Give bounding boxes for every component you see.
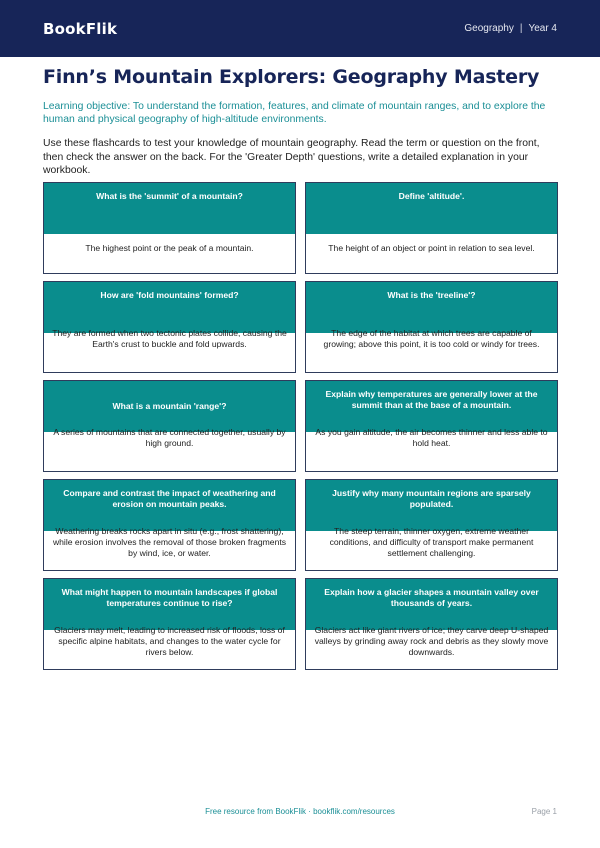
flashcard-front: Explain why temperatures are generally lower at the summit than at the base of a mountain. [306, 381, 557, 432]
flashcard-back: As you gain altitude, the air becomes thinner and less able to hold heat. [315, 427, 548, 448]
flashcard-back: The steep terrain, thinner oxygen, extreme weather conditions, and difficulty of transport make permanent settlement challenging. [329, 526, 534, 558]
flashcard[interactable] [43, 380, 296, 472]
flashcard-front: How are 'fold mountains' formed? [44, 282, 295, 333]
flashcard[interactable] [43, 479, 296, 571]
flashcard-front: What is the 'summit' of a mountain? [44, 183, 295, 234]
flashcard-back: The height of an object or point in relation to sea level. [328, 243, 535, 253]
flashcard[interactable] [305, 380, 558, 472]
flashcard-back: A series of mountains that are connected together, usually by high ground. [53, 427, 286, 448]
year-label: Year 4 [528, 23, 557, 34]
flashcard-front: What is a mountain 'range'? [44, 381, 295, 432]
flashcard-front: Justify why many mountain regions are sparsely populated. [306, 480, 557, 531]
page-number: Page 1 [531, 807, 557, 816]
flashcard-front: What might happen to mountain landscapes if global temperatures continue to rise? [44, 579, 295, 630]
page-title: Finn’s Mountain Explorers: Geography Mastery [43, 66, 540, 88]
flashcard-back: The highest point or the peak of a mountain. [85, 243, 254, 253]
flashcard-grid [43, 182, 558, 670]
flashcard-back: Glaciers act like giant rivers of ice; they carve deep U-shaped valleys by grinding away rock and debris as they slowly move downwards. [314, 625, 549, 657]
header-meta [464, 23, 557, 34]
brand-logo[interactable]: BookFlik [43, 19, 118, 38]
flashcard-front: What is the 'treeline'? [306, 282, 557, 333]
flashcard-front: Define 'altitude'. [306, 183, 557, 234]
flashcard-back: The edge of the habitat at which trees are capable of growing; above this point, it is too cold or windy for trees. [323, 328, 540, 349]
meta-separator: | [519, 23, 523, 34]
footer-link[interactable]: Free resource from BookFlik · bookflik.com/resources [205, 807, 395, 816]
flashcard[interactable] [305, 578, 558, 670]
flashcard[interactable] [43, 281, 296, 373]
flashcard[interactable] [43, 578, 296, 670]
flashcard-back: They are formed when two tectonic plates collide, causing the Earth's crust to buckle and fold upwards. [52, 328, 287, 349]
flashcard-front: Explain how a glacier shapes a mountain valley over thousands of years. [306, 579, 557, 630]
flashcard[interactable] [305, 479, 558, 571]
header-bar [0, 0, 600, 57]
instructions: Use these flashcards to test your knowledge of mountain geography. Read the term or question on the front, then check the answer on the back. For the 'Greater Depth' questions, write a detailed explanation in your workbook. [43, 138, 540, 176]
flashcard[interactable] [305, 281, 558, 373]
learning-objective: Learning objective: To understand the formation, features, and climate of mountain ranges, and to explore the human and physical geography of high-altitude environments. [43, 101, 546, 125]
flashcard[interactable] [305, 182, 558, 274]
flashcard[interactable] [43, 182, 296, 274]
flashcard-back: Glaciers may melt, leading to increased risk of floods, loss of specific alpine habitats, and changes to the water cycle for rivers below. [54, 625, 285, 657]
subject-label: Geography [464, 23, 514, 34]
flashcard-back: Weathering breaks rocks apart in situ (e.g., frost shattering), while erosion involves the removal of those broken fragments by wind, ice, or water. [52, 526, 287, 558]
flashcard-front: Compare and contrast the impact of weathering and erosion on mountain peaks. [44, 480, 295, 531]
